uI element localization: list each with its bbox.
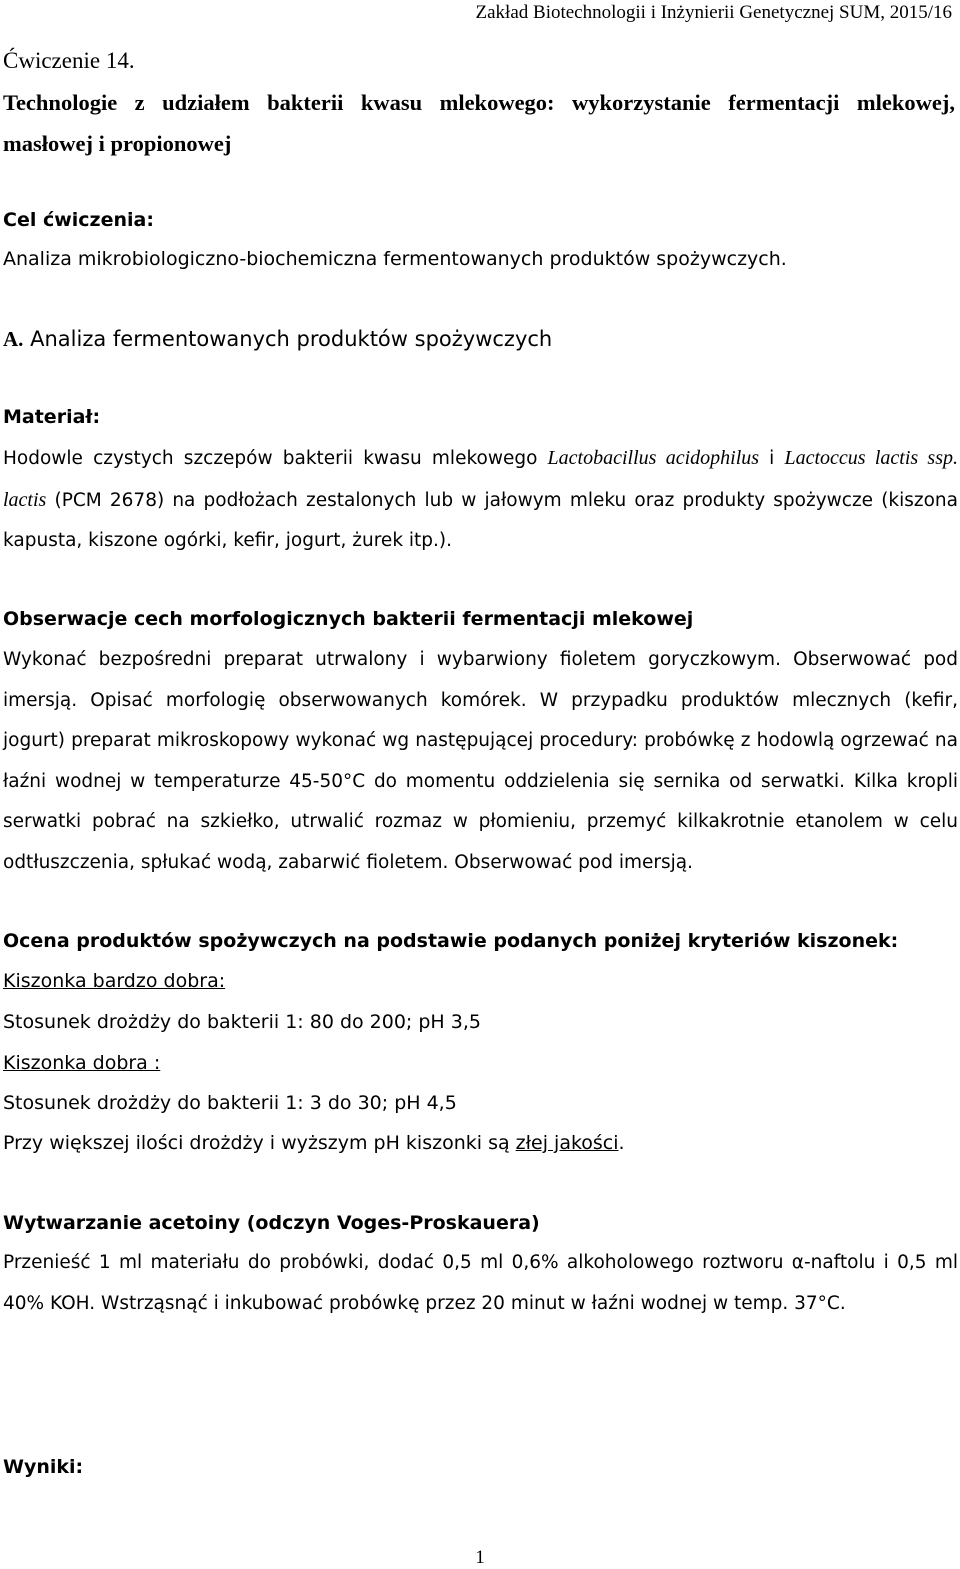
bad-quality-emphasis: złej jakości (515, 1132, 619, 1154)
species-lactococcus: Lactoccus lactis ssp. lactis (3, 447, 958, 511)
evaluation-heading: Ocena produktów spożywczych na podstawie podanych poniżej kryteriów kiszonek: (3, 930, 899, 952)
material-paragraph (3, 438, 958, 562)
goal-label: Cel ćwiczenia: (3, 209, 154, 231)
species-lactobacillus: Lactobacillus acidophilus (547, 447, 760, 469)
section-a-title: Analiza fermentowanych produktów spożywczych (30, 327, 553, 351)
observation-paragraph: Wykonać bezpośredni preparat utrwalony i wybarwiony fioletem goryczkowym. Obserwować pod imersją. Opisać morfologię obserwowanych komórek. W przypadku produktów mlecznych (kefir, jogurt) preparat mikroskopowy wykonać wg następującej procedury: probówkę z hodowlą ogrzewać na łaźni wodnej w temperaturze 45-50°C do momentu oddzielenia się sernika od serwatki. Kilka kropli serwatki pobrać na szkiełko, utrwalić rozmaz w płomieniu, przemyć kilkakrotnie etanolem w celu odtłuszczenia, spłukać wodą, zabarwić fioletem. Obserwować pod imersją. (3, 649, 958, 873)
page-number: 1 (475, 1547, 485, 1568)
page-header: Zakład Biotechnologii i Inżynierii Genetycznej SUM, 2015/16 (475, 2, 952, 23)
observation-heading: Obserwacje cech morfologicznych bakterii fermentacji mlekowej (3, 608, 694, 630)
results-label: Wyniki: (3, 1456, 84, 1478)
exercise-title-line1: Technologie z udziałem bakterii kwasu mlekowego: wykorzystanie fermentacji mlekowej, (3, 90, 955, 115)
exercise-title-line2: masłowej i propionowej (3, 131, 232, 156)
good-label: Kiszonka dobra : (3, 1052, 161, 1074)
section-a-heading (3, 329, 552, 350)
section-a-letter: A. (3, 327, 24, 351)
material-label: Materiał: (3, 406, 101, 428)
material-text-2: i (759, 448, 785, 469)
bad-quality-text-1: Przy większej ilości drożdży i wyższym pH kiszonki są (3, 1132, 516, 1154)
good-criteria: Stosunek drożdży do bakterii 1: 3 do 30; pH 4,5 (3, 1092, 457, 1114)
very-good-label: Kiszonka bardzo dobra: (3, 970, 226, 992)
very-good-criteria: Stosunek drożdży do bakterii 1: 80 do 200; pH 3,5 (3, 1011, 481, 1033)
material-text-1: Hodowle czystych szczepów bakterii kwasu mlekowego (3, 448, 548, 469)
goal-text: Analiza mikrobiologiczno-biochemiczna fermentowanych produktów spożywczych. (3, 248, 787, 270)
exercise-number: Ćwiczenie 14. (3, 48, 135, 73)
bad-quality-note (3, 1134, 625, 1153)
acetoin-heading: Wytwarzanie acetoiny (odczyn Voges-Proskauera) (3, 1212, 540, 1234)
acetoin-paragraph: Przenieść 1 ml materiału do probówki, dodać 0,5 ml 0,6% alkoholowego roztworu α-naftolu i 0,5 ml 40% KOH. Wstrząsnąć i inkubować probówkę przez 20 minut w łaźni wodnej w temp. 37°C. (3, 1252, 958, 1314)
bad-quality-text-3: . (618, 1132, 625, 1154)
material-text-3: (PCM 2678) na podłożach zestalonych lub w jałowym mleku oraz produkty spożywcze (kiszona kapusta, kiszone ogórki, kefir, jogurt, żurek itp.). (3, 489, 958, 551)
